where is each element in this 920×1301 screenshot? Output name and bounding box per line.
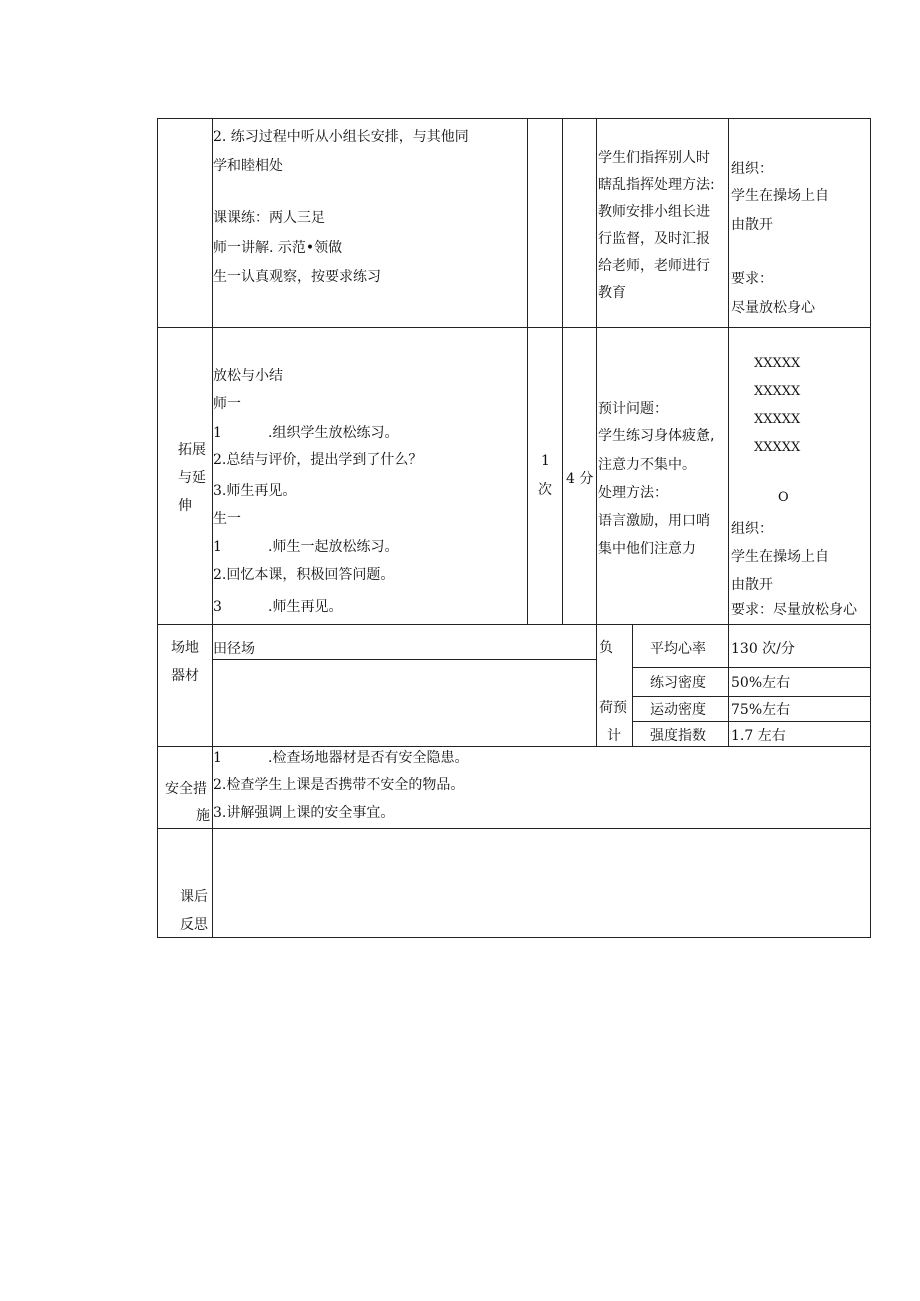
safety-item: 2.检查学生上课是否携带不安全的物品。	[213, 777, 465, 793]
formation-row: XXXXX	[754, 412, 801, 427]
load-label: 荷预	[599, 700, 627, 716]
teacher-position: O	[778, 490, 789, 505]
practice-line: 师一讲解. 示范•领做	[213, 240, 343, 256]
step-text: 2.回忆本课，积极回答问题。	[213, 567, 395, 583]
problem-line: 注意力不集中。	[598, 457, 696, 473]
organize-line: 组织：	[731, 521, 773, 537]
load-divider	[632, 696, 871, 697]
safety-item: .检查场地器材是否有安全隐患。	[268, 750, 469, 766]
problem-line: 教育	[598, 285, 626, 301]
organize-line: 学生在操场上自	[731, 188, 829, 204]
practice-line: 2. 练习过程中听从小组长安排，与其他同	[213, 129, 469, 145]
venue-label: 器材	[171, 668, 199, 684]
reflection-label: 课后	[180, 889, 208, 905]
formation-row: XXXXX	[754, 384, 801, 399]
row-divider	[157, 746, 871, 747]
organize-line: 学生在操场上自	[731, 549, 829, 565]
load-label: 计	[607, 728, 621, 744]
reflection-content[interactable]	[213, 829, 870, 937]
repeat-count: 1	[541, 453, 550, 469]
col-divider	[596, 118, 597, 747]
col-divider	[527, 118, 528, 625]
load-item-name: 运动密度	[650, 702, 706, 718]
load-item-value: 75%左右	[731, 702, 791, 718]
table-border-bottom	[157, 937, 871, 938]
col-divider	[728, 118, 729, 747]
row-divider	[157, 624, 871, 625]
practice-line: 学和睦相处	[213, 158, 283, 174]
problem-line: 瞎乱指挥处理方法:	[598, 177, 715, 193]
load-divider	[632, 721, 871, 722]
formation-row: XXXXX	[754, 356, 801, 371]
formation-row: XXXXX	[754, 440, 801, 455]
load-item-name: 强度指数	[650, 728, 706, 744]
section-label: 与延	[178, 470, 206, 486]
problem-line: 学生们指挥别人时	[598, 150, 710, 166]
load-item-name: 平均心率	[650, 641, 706, 657]
problem-line: 处理方法：	[598, 485, 668, 501]
load-label: 负	[599, 640, 613, 656]
safety-number: 1	[213, 750, 222, 766]
safety-label: 施	[196, 808, 210, 824]
organize-line: 要求：尽量放松身心	[731, 602, 857, 618]
step-number: 1	[213, 425, 222, 441]
load-item-value: 50%左右	[731, 675, 791, 691]
table-border-left	[157, 118, 158, 938]
table-border-top	[157, 118, 871, 119]
step-text: .组织学生放松练习。	[268, 425, 399, 441]
load-divider	[632, 667, 871, 668]
step-number: 1	[213, 539, 222, 555]
problem-line: 给老师，老师进行	[598, 258, 710, 274]
step-text: 3.师生再见。	[213, 483, 297, 499]
duration: 4 分	[566, 471, 594, 487]
problem-line: 行监督，及时汇报	[598, 231, 710, 247]
organize-line: 由散开	[731, 217, 773, 233]
organize-line: 要求：	[731, 271, 773, 287]
step-text: .师生再见。	[268, 599, 343, 615]
problem-line: 预计问题：	[598, 401, 668, 417]
step-text: 2.总结与评价，提出学到了什么？	[213, 452, 423, 468]
practice-line: 课课练：两人三足	[213, 210, 325, 226]
organize-line: 尽量放松身心	[731, 300, 815, 316]
reflection-label: 反思	[180, 917, 208, 933]
col-divider	[562, 118, 563, 625]
problem-line: 教师安排小组长进	[598, 204, 710, 220]
problem-line: 语言激励，用口哨	[598, 513, 710, 529]
venue-label: 场地	[171, 640, 199, 656]
col-divider	[632, 624, 633, 747]
load-item-name: 练习密度	[650, 675, 706, 691]
student-label: 生一	[213, 511, 241, 527]
safety-item: 3.讲解强调上课的安全事宜。	[213, 805, 395, 821]
load-item-value: 130 次/分	[731, 641, 795, 657]
repeat-unit: 次	[538, 482, 552, 498]
section-label: 拓展	[178, 442, 206, 458]
organize-line: 组织：	[731, 161, 773, 177]
organize-line: 由散开	[731, 577, 773, 593]
problem-line: 学生练习身体疲惫,	[598, 428, 715, 444]
problem-line: 集中他们注意力	[598, 541, 696, 557]
venue-divider	[212, 659, 596, 660]
step-text: .师生一起放松练习。	[268, 539, 399, 555]
venue-value: 田径场	[213, 641, 255, 657]
row-divider	[157, 327, 871, 328]
step-number: 3	[213, 599, 222, 615]
section-label: 伸	[178, 498, 192, 514]
load-item-value: 1.7 左右	[731, 728, 786, 744]
practice-line: 生一认真观察，按要求练习	[213, 269, 381, 285]
teacher-label: 师一	[213, 396, 241, 412]
table-border-right	[870, 118, 871, 938]
relax-heading: 放松与小结	[213, 368, 283, 384]
safety-label: 安全措	[165, 781, 207, 797]
